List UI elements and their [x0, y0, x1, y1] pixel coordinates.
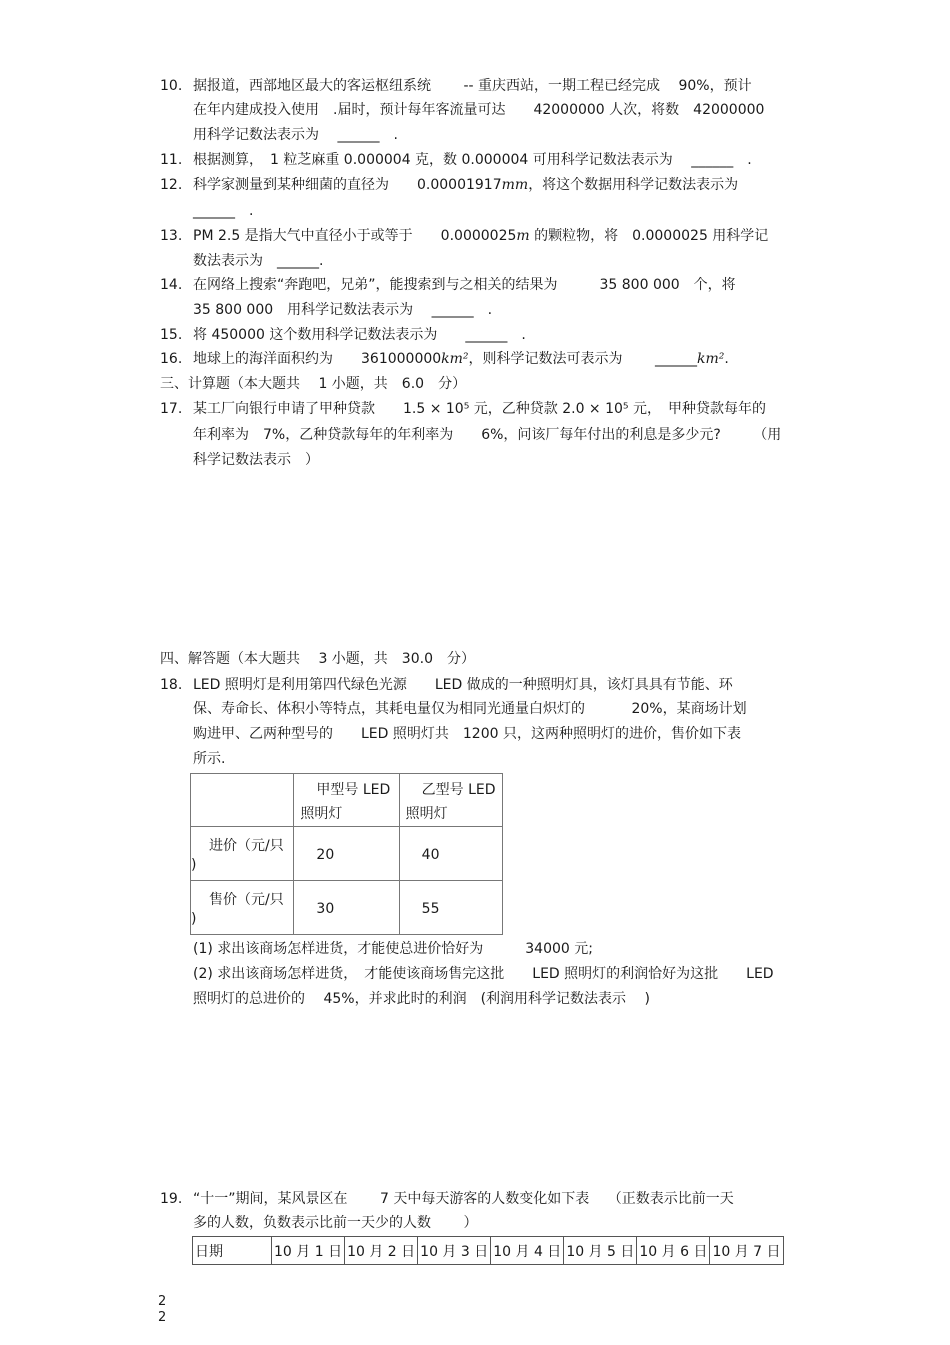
date-cell-1: 10 月 1 日 — [272, 1237, 345, 1265]
q16-text-1a: 地球上的海洋面积约为 361000000 — [193, 351, 442, 367]
q11-text-1: 根据测算， 1 粒芝麻重 0.000004 克，数 0.000004 可用科学记数法表示为 ______ . — [193, 152, 752, 168]
visitor-change-table — [192, 1236, 784, 1265]
row-label-cost — [191, 827, 294, 881]
cost-type-a-cell — [294, 827, 399, 881]
q12-text-1a: 科学家测量到某种细菌的直径为 0.00001917 — [193, 177, 502, 193]
date-header-cell: 日期 — [193, 1237, 272, 1265]
q18-number: 18. — [160, 677, 183, 693]
q16-text-1 — [193, 349, 729, 369]
section-3-title: 三、计算题（本大题共 1 小题，共 6.0 分） — [160, 376, 467, 392]
q14-text-2: 35 800 000 用科学记数法表示为 ______ . — [193, 302, 493, 318]
price-label-2: ) — [191, 911, 197, 927]
q13-text-2: 数法表示为 ______. — [193, 253, 324, 269]
table-header-type-b — [399, 774, 502, 827]
q13-unit: m — [516, 228, 530, 244]
q13-number: 13. — [160, 228, 183, 244]
table-row — [193, 1237, 784, 1265]
q16-text-1e: . — [724, 351, 729, 367]
q17-text-1: 某工厂向银行申请了甲种贷款 1.5 × 10⁵ 元，乙种贷款 2.0 × 10⁵ 元， 甲种贷款每年的 — [193, 401, 766, 417]
date-cell-7: 10 月 7 日 — [710, 1237, 783, 1265]
q19-text-1: “十一”期间，某风景区在 7 天中每天游客的人数变化如下表 （正数表示比前一天 — [193, 1191, 734, 1207]
table-header-type-a — [294, 774, 399, 827]
type-a-label-1: 甲型号 LED — [316, 782, 391, 798]
page-number-1: 2 — [158, 1294, 167, 1309]
price-type-b-value: 55 — [421, 901, 440, 917]
price-type-b-cell — [399, 881, 502, 935]
q18-text-2: 保、寿命长、体积小等特点，其耗电量仅为相同光通量白炽灯的 20%，某商场计划 — [193, 701, 747, 717]
page-number-2: 2 — [158, 1310, 167, 1325]
q16-text-1c: ，则科学记数法可表示为 ______ — [468, 351, 697, 367]
q13-text-1a: PM 2.5 是指大气中直径小于或等于 0.0000025 — [193, 228, 517, 244]
q18-part-3-text: 照明灯的总进价的 45%，并求此时的利润 (利润用科学记数法表示 ) — [193, 991, 650, 1007]
q12-text-1c: ，将这个数据用科学记数法表示为 — [528, 177, 739, 193]
q12-text-1 — [193, 175, 738, 195]
q13-text-1 — [193, 226, 768, 246]
cost-type-b-cell — [399, 827, 502, 881]
price-type-a-cell — [294, 881, 399, 935]
q18-part-1-text: (1) 求出该商场怎样进货，才能使总进价恰好为 34000 元; — [193, 941, 593, 957]
q15-text-1: 将 450000 这个数用科学记数法表示为 ______ . — [193, 327, 526, 343]
q15-number: 15. — [160, 327, 183, 343]
q19-number: 19. — [160, 1191, 183, 1207]
q12-number: 12. — [160, 177, 183, 193]
price-type-a-value: 30 — [316, 901, 335, 917]
q13-text-1c: 的颗粒物，将 0.0000025 用科学记 — [529, 228, 769, 244]
q12-unit: mm — [501, 177, 529, 193]
price-label-1: 售价（元/只 — [209, 892, 284, 908]
q10-number: 10. — [160, 78, 183, 94]
q18-text-3: 购进甲、乙两种型号的 LED 照明灯共 1200 只，这两种照明灯的进价，售价如下表 — [193, 726, 741, 742]
q16-number: 16. — [160, 351, 183, 367]
led-price-table — [190, 773, 503, 935]
cost-type-a-value: 20 — [316, 847, 335, 863]
table-corner-cell — [191, 774, 294, 827]
type-a-label-2: 照明灯 — [300, 806, 343, 822]
table-row — [191, 774, 503, 827]
type-b-label-1: 乙型号 LED — [421, 782, 496, 798]
q16-unit-1: km² — [441, 351, 469, 367]
q10-text-3: 用科学记数法表示为 ______ . — [193, 127, 398, 143]
q12-text-2: ______ . — [193, 203, 254, 219]
date-cell-5: 10 月 5 日 — [564, 1237, 637, 1265]
q19-text-2: 多的人数，负数表示比前一天少的人数 ） — [193, 1215, 478, 1231]
q14-number: 14. — [160, 277, 183, 293]
date-cell-4: 10 月 4 日 — [491, 1237, 564, 1265]
q14-text-1: 在网络上搜索“奔跑吧，兄弟”，能搜索到与之相关的结果为 35 800 000 个，将 — [193, 277, 736, 293]
q10-text-1: 据报道，西部地区最大的客运枢纽系统 -- 重庆西站，一期工程已经完成 90%，预计 — [193, 78, 752, 94]
cost-label-2: ) — [191, 857, 197, 873]
q11-number: 11. — [160, 152, 183, 168]
q17-number: 17. — [160, 401, 183, 417]
cost-label-1: 进价（元/只 — [209, 838, 284, 854]
q17-text-2: 年利率为 7%，乙种贷款每年的年利率为 6%，问该厂每年付出的利息是多少元? （用 — [193, 427, 782, 443]
type-b-label-2: 照明灯 — [405, 806, 448, 822]
date-cell-2: 10 月 2 日 — [345, 1237, 418, 1265]
q10-text-2: 在年内建成投入使用 .届时，预计每年客流量可达 42000000 人次，将数 42000000 — [193, 102, 765, 118]
table-row — [191, 827, 503, 881]
date-cell-3: 10 月 3 日 — [418, 1237, 491, 1265]
cost-type-b-value: 40 — [421, 847, 440, 863]
q18-text-4: 所示. — [193, 751, 226, 767]
date-cell-6: 10 月 6 日 — [637, 1237, 710, 1265]
row-label-price — [191, 881, 294, 935]
q18-text-1: LED 照明灯是利用第四代绿色光源 LED 做成的一种照明灯具，该灯具具有节能、环 — [193, 677, 733, 693]
q17-text-3: 科学记数法表示 ） — [193, 452, 319, 468]
section-4-title: 四、解答题（本大题共 3 小题，共 30.0 分） — [160, 651, 475, 667]
table-row — [191, 881, 503, 935]
q18-part-2-text: (2) 求出该商场怎样进货， 才能使该商场售完这批 LED 照明灯的利润恰好为这批 LED — [193, 966, 774, 982]
q16-unit-2: km² — [697, 351, 725, 367]
